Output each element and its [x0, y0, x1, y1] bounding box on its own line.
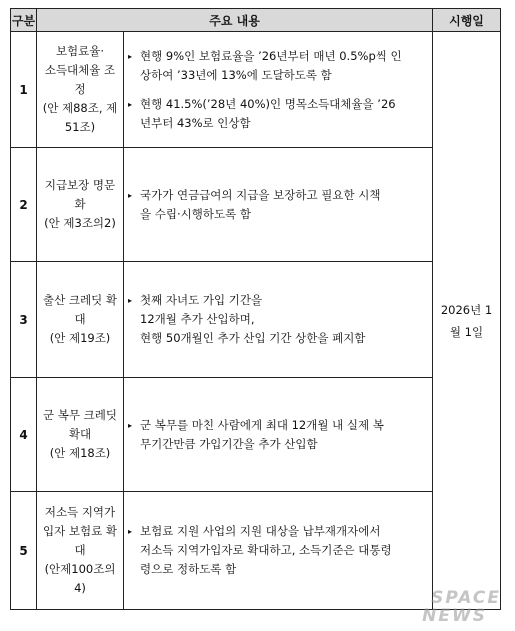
header-effective-date: 시행일: [433, 9, 501, 32]
content-line: 령으로 정하도록 함: [140, 562, 237, 576]
effective-date: [433, 32, 501, 610]
row-number: 2: [11, 148, 37, 262]
bullet-icon: ▸: [128, 190, 133, 200]
content-line: 현행 9%인 보험료율을 ’26년부터 매년 0.5%p씩 인: [140, 48, 402, 63]
content-line: 국가가 연금급여의 지급을 보장하고 필요한 시책: [140, 187, 381, 202]
bullet-icon: ▸: [128, 99, 133, 109]
row-number: 5: [11, 492, 37, 610]
category-line: (안제100조의4): [44, 562, 116, 595]
content-line: 첫째 자녀도 가입 기간을: [140, 293, 263, 307]
effective-date-line: 월 1일: [449, 324, 484, 339]
row-content: [124, 148, 433, 262]
content-item: [128, 186, 426, 224]
row-content: [124, 262, 433, 378]
content-text: [140, 416, 384, 454]
category-line: 저소득 지역가: [44, 505, 116, 519]
category-line: 51조): [64, 120, 96, 134]
row-number: 4: [11, 378, 37, 492]
content-text: [140, 522, 392, 579]
row-number: 1: [11, 32, 37, 148]
content-line: 상하여 ’33년에 13%에 도달하도록 함: [140, 67, 332, 82]
content-item: [128, 47, 426, 85]
row-category: [37, 148, 124, 262]
content-item: [128, 522, 426, 579]
row-category: [37, 378, 124, 492]
content-line: 현행 41.5%(’28년 40%)인 명목소득대체율을 ’26: [140, 96, 396, 111]
category-line: 소득대체율 조정: [44, 63, 116, 96]
row-number: 3: [11, 262, 37, 378]
bullet-icon: ▸: [128, 296, 133, 305]
content-item: [128, 416, 426, 454]
header-content: 주요 내용: [37, 9, 433, 32]
content-text: [140, 186, 380, 224]
row-category: [37, 492, 124, 610]
row-content: [124, 32, 433, 148]
content-line: 년부터 43%로 인상함: [140, 115, 251, 130]
category-line: 출산 크레딧 확: [43, 293, 117, 307]
watermark-logo: [422, 589, 501, 625]
category-line: 대: [74, 312, 86, 326]
category-line: 화: [74, 197, 86, 211]
content-line: 저소득 지역가입자로 확대하고, 소득기준은 대통령: [140, 543, 392, 557]
content-line: 12개월 추가 산입하며,: [140, 312, 255, 326]
content-item: [128, 291, 426, 348]
table-row: [11, 262, 501, 378]
bullet-icon: ▸: [128, 420, 133, 430]
content-line: 군 복무를 마친 사람에게 최대 12개월 내 실제 복: [140, 417, 384, 432]
header-category: 구분: [11, 9, 37, 32]
policy-table: [10, 8, 501, 610]
category-line: 입자 보험료 확: [43, 524, 117, 538]
bullet-icon: ▸: [128, 51, 133, 61]
table-row: [11, 148, 501, 262]
row-content: [124, 378, 433, 492]
row-category: [37, 32, 124, 148]
watermark-line-2: NEWS: [422, 606, 487, 626]
category-line: 보험료율·: [55, 44, 105, 58]
category-line: 대: [74, 543, 86, 557]
bullet-icon: ▸: [128, 527, 133, 536]
row-category: [37, 262, 124, 378]
content-text: [140, 95, 396, 133]
watermark-line-1: SPACE: [431, 588, 501, 608]
category-line: (안 제19조): [49, 331, 111, 345]
content-text: [140, 47, 402, 85]
content-line: 무기간만큼 가입기간을 추가 산입함: [140, 436, 318, 451]
table-row: [11, 378, 501, 492]
content-item: [128, 95, 426, 133]
content-line: 현행 50개월인 추가 산입 기간 상한을 폐지함: [140, 331, 366, 345]
table-row: [11, 32, 501, 148]
content-text: [140, 291, 365, 348]
content-line: 을 수립·시행하도록 함: [140, 206, 251, 221]
category-line: 군 복무 크레딧: [43, 408, 117, 422]
category-line: 지급보장 명문: [44, 178, 116, 192]
category-line: (안 제3조의2): [44, 216, 116, 230]
content-line: 보험료 지원 사업의 지원 대상을 납부재개자에서: [140, 524, 381, 538]
table-header-row: [11, 9, 501, 32]
category-line: 확대: [68, 427, 92, 441]
effective-date-line: 2026년 1: [440, 302, 493, 317]
category-line: (안 제18조): [49, 446, 111, 460]
category-line: (안 제88조, 제: [42, 101, 118, 115]
row-content: [124, 492, 433, 610]
